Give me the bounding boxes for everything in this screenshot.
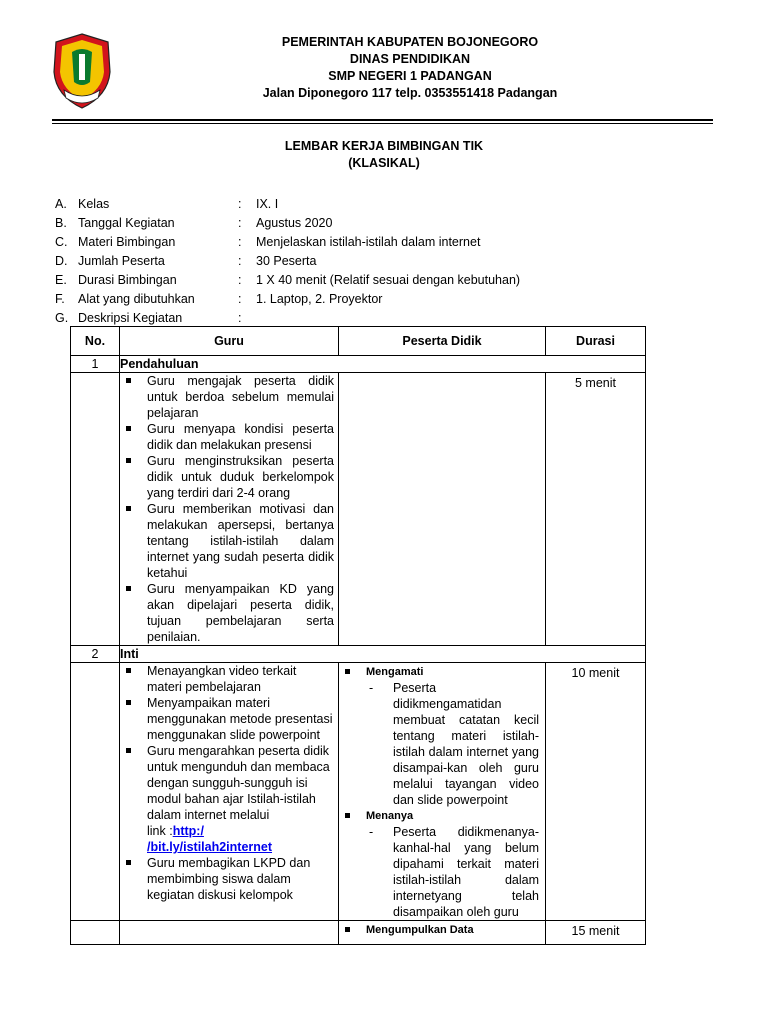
square-bullet-icon (126, 458, 131, 463)
square-bullet-icon (126, 506, 131, 511)
activity-table (70, 326, 646, 945)
info-label: Materi Bimbingan (78, 235, 176, 249)
letterhead-department: DINAS PENDIDIKAN (349, 52, 471, 66)
info-letter: E. (55, 273, 67, 287)
info-row-tanggal (55, 214, 615, 233)
dash-bullet: - (369, 825, 374, 839)
info-label: Alat yang dibutuhkan (78, 292, 195, 306)
info-letter: B. (55, 216, 67, 230)
info-label: Durasi Bimbingan (78, 273, 177, 287)
info-label: Deskripsi Kegiatan (78, 311, 183, 325)
guru-cell (120, 663, 339, 921)
header-guru: Guru (120, 327, 339, 356)
info-letter: D. (55, 254, 68, 268)
peserta-block (339, 921, 545, 938)
info-colon: : (238, 197, 242, 211)
dash-bullet: - (369, 681, 374, 695)
activity-heading: Mengumpulkan Data (339, 922, 541, 938)
square-bullet-icon (126, 668, 131, 673)
table-row (71, 663, 646, 921)
list-item: Menyampaikan materi menggunakan metode presentasi menggunakan slide powerpoint (120, 695, 334, 743)
square-bullet-icon (126, 586, 131, 591)
info-value: Agustus 2020 (256, 216, 333, 230)
info-colon: : (238, 311, 242, 325)
durasi-cell: 10 menit (546, 663, 646, 921)
square-bullet-icon (345, 927, 350, 932)
info-colon: : (238, 292, 242, 306)
letterhead-address: Jalan Diponegoro 117 telp. 0353551418 Padangan (262, 86, 558, 100)
info-list (55, 195, 615, 328)
header-no: No. (71, 327, 120, 356)
info-letter: A. (55, 197, 67, 211)
guru-list (120, 663, 338, 903)
letterhead-school: SMP NEGERI 1 PADANGAN (328, 69, 492, 83)
module-link[interactable]: http:/ /bit.ly/istilah2internet (147, 824, 273, 854)
info-label: Tanggal Kegiatan (78, 216, 175, 230)
empty-cell (71, 373, 120, 646)
list-item: Menayangkan video terkait materi pembelajaran (120, 663, 334, 695)
list-item: Guru menginstruksikan peserta didik untuk duduk berkelompok yang terdiri dari 2-4 orang (120, 453, 334, 501)
empty-cell (71, 921, 120, 945)
square-bullet-icon (126, 700, 131, 705)
activity-item: - Peserta didikmengamatidan membuat catatan kecil tentang materi istilah-istilah dalam internet yang disampai-kan oleh guru melalui tayangan video dan slide powerpoint (369, 681, 539, 807)
title-sub: (KLASIKAL) (348, 156, 420, 170)
info-row-kelas (55, 195, 615, 214)
info-label: Kelas (78, 197, 110, 211)
link-prefix: link : (147, 824, 173, 838)
info-colon: : (238, 254, 242, 268)
header-peserta: Peserta Didik (339, 327, 546, 356)
phase-label: Pendahuluan (120, 356, 646, 373)
info-row-materi (55, 233, 615, 252)
list-item: Guru memberikan motivasi dan melakukan apersepsi, bertanya tentang istilah-istilah dalam internet yang sudah peserta didik ketahui (120, 501, 334, 581)
bojonegoro-crest-logo (50, 32, 114, 112)
phase-row-inti (71, 646, 646, 663)
durasi-cell: 5 menit (546, 373, 646, 646)
info-colon: : (238, 235, 242, 249)
list-item: Guru mengarahkan peserta didik untuk mengunduh dan membaca dengan sungguh-sungguh isi modul bahan ajar Istilah-istilah dalam internet melalui link :http:/ /bit.ly/istilah2internet (120, 743, 334, 855)
title-main: LEMBAR KERJA BIMBINGAN TIK (284, 139, 484, 153)
square-bullet-icon (126, 426, 131, 431)
square-bullet-icon (126, 378, 131, 383)
table-row (71, 373, 646, 646)
info-letter: C. (55, 235, 68, 249)
header-divider-thick (52, 119, 713, 121)
square-bullet-icon (126, 748, 131, 753)
info-value: 1. Laptop, 2. Proyektor (256, 292, 383, 306)
guru-cell (120, 373, 339, 646)
activity-heading: Menanya (339, 808, 541, 824)
durasi-cell: 15 menit (546, 921, 646, 945)
list-item: Guru menyapa kondisi peserta didik dan melakukan presensi (120, 421, 334, 453)
info-value: Menjelaskan istilah-istilah dalam internet (256, 235, 481, 249)
guru-cell (120, 921, 339, 945)
info-row-jumlah (55, 252, 615, 271)
list-item: Guru membagikan LKPD dan membimbing siswa dalam kegiatan diskusi kelompok (120, 855, 334, 903)
info-value: 30 Peserta (256, 254, 317, 268)
phase-row-pendahuluan (71, 356, 646, 373)
info-value: 1 X 40 menit (Relatif sesuai dengan kebutuhan) (256, 273, 521, 287)
row-number: 2 (71, 646, 120, 663)
activity-item: - Peserta didikmenanya-kanhal-hal yang belum dipahami terkait materi istilah-istilah dalam internetyang telah disampaikan oleh guru (369, 825, 539, 919)
square-bullet-icon (345, 813, 350, 818)
list-item: Guru menyampaikan KD yang akan dipelajari peserta didik, tujuan pembelajaran serta penilaian. (120, 581, 334, 645)
info-row-durasi (55, 271, 615, 290)
peserta-cell (339, 921, 546, 945)
info-row-alat (55, 290, 615, 309)
guru-list (120, 373, 338, 645)
info-colon: : (238, 216, 242, 230)
row-number: 1 (71, 356, 120, 373)
peserta-cell (339, 663, 546, 921)
info-letter: F. (55, 292, 65, 306)
empty-cell (71, 663, 120, 921)
letterhead (180, 34, 640, 102)
info-colon: : (238, 273, 242, 287)
letterhead-government: PEMERINTAH KABUPATEN BOJONEGORO (281, 35, 539, 49)
peserta-cell (339, 373, 546, 646)
table-row (71, 921, 646, 945)
phase-label: Inti (120, 646, 646, 663)
info-letter: G. (55, 311, 69, 325)
square-bullet-icon (345, 669, 350, 674)
activity-heading: Mengamati (339, 664, 541, 680)
header-durasi: Durasi (546, 327, 646, 356)
header-divider-thin (52, 123, 713, 124)
table-header-row (71, 327, 646, 356)
info-value: IX. I (256, 197, 279, 211)
document-title (0, 138, 768, 172)
info-label: Jumlah Peserta (78, 254, 165, 268)
peserta-block (339, 663, 545, 920)
square-bullet-icon (126, 860, 131, 865)
list-item: Guru mengajak peserta didik untuk berdoa sebelum memulai pelajaran (120, 373, 334, 421)
